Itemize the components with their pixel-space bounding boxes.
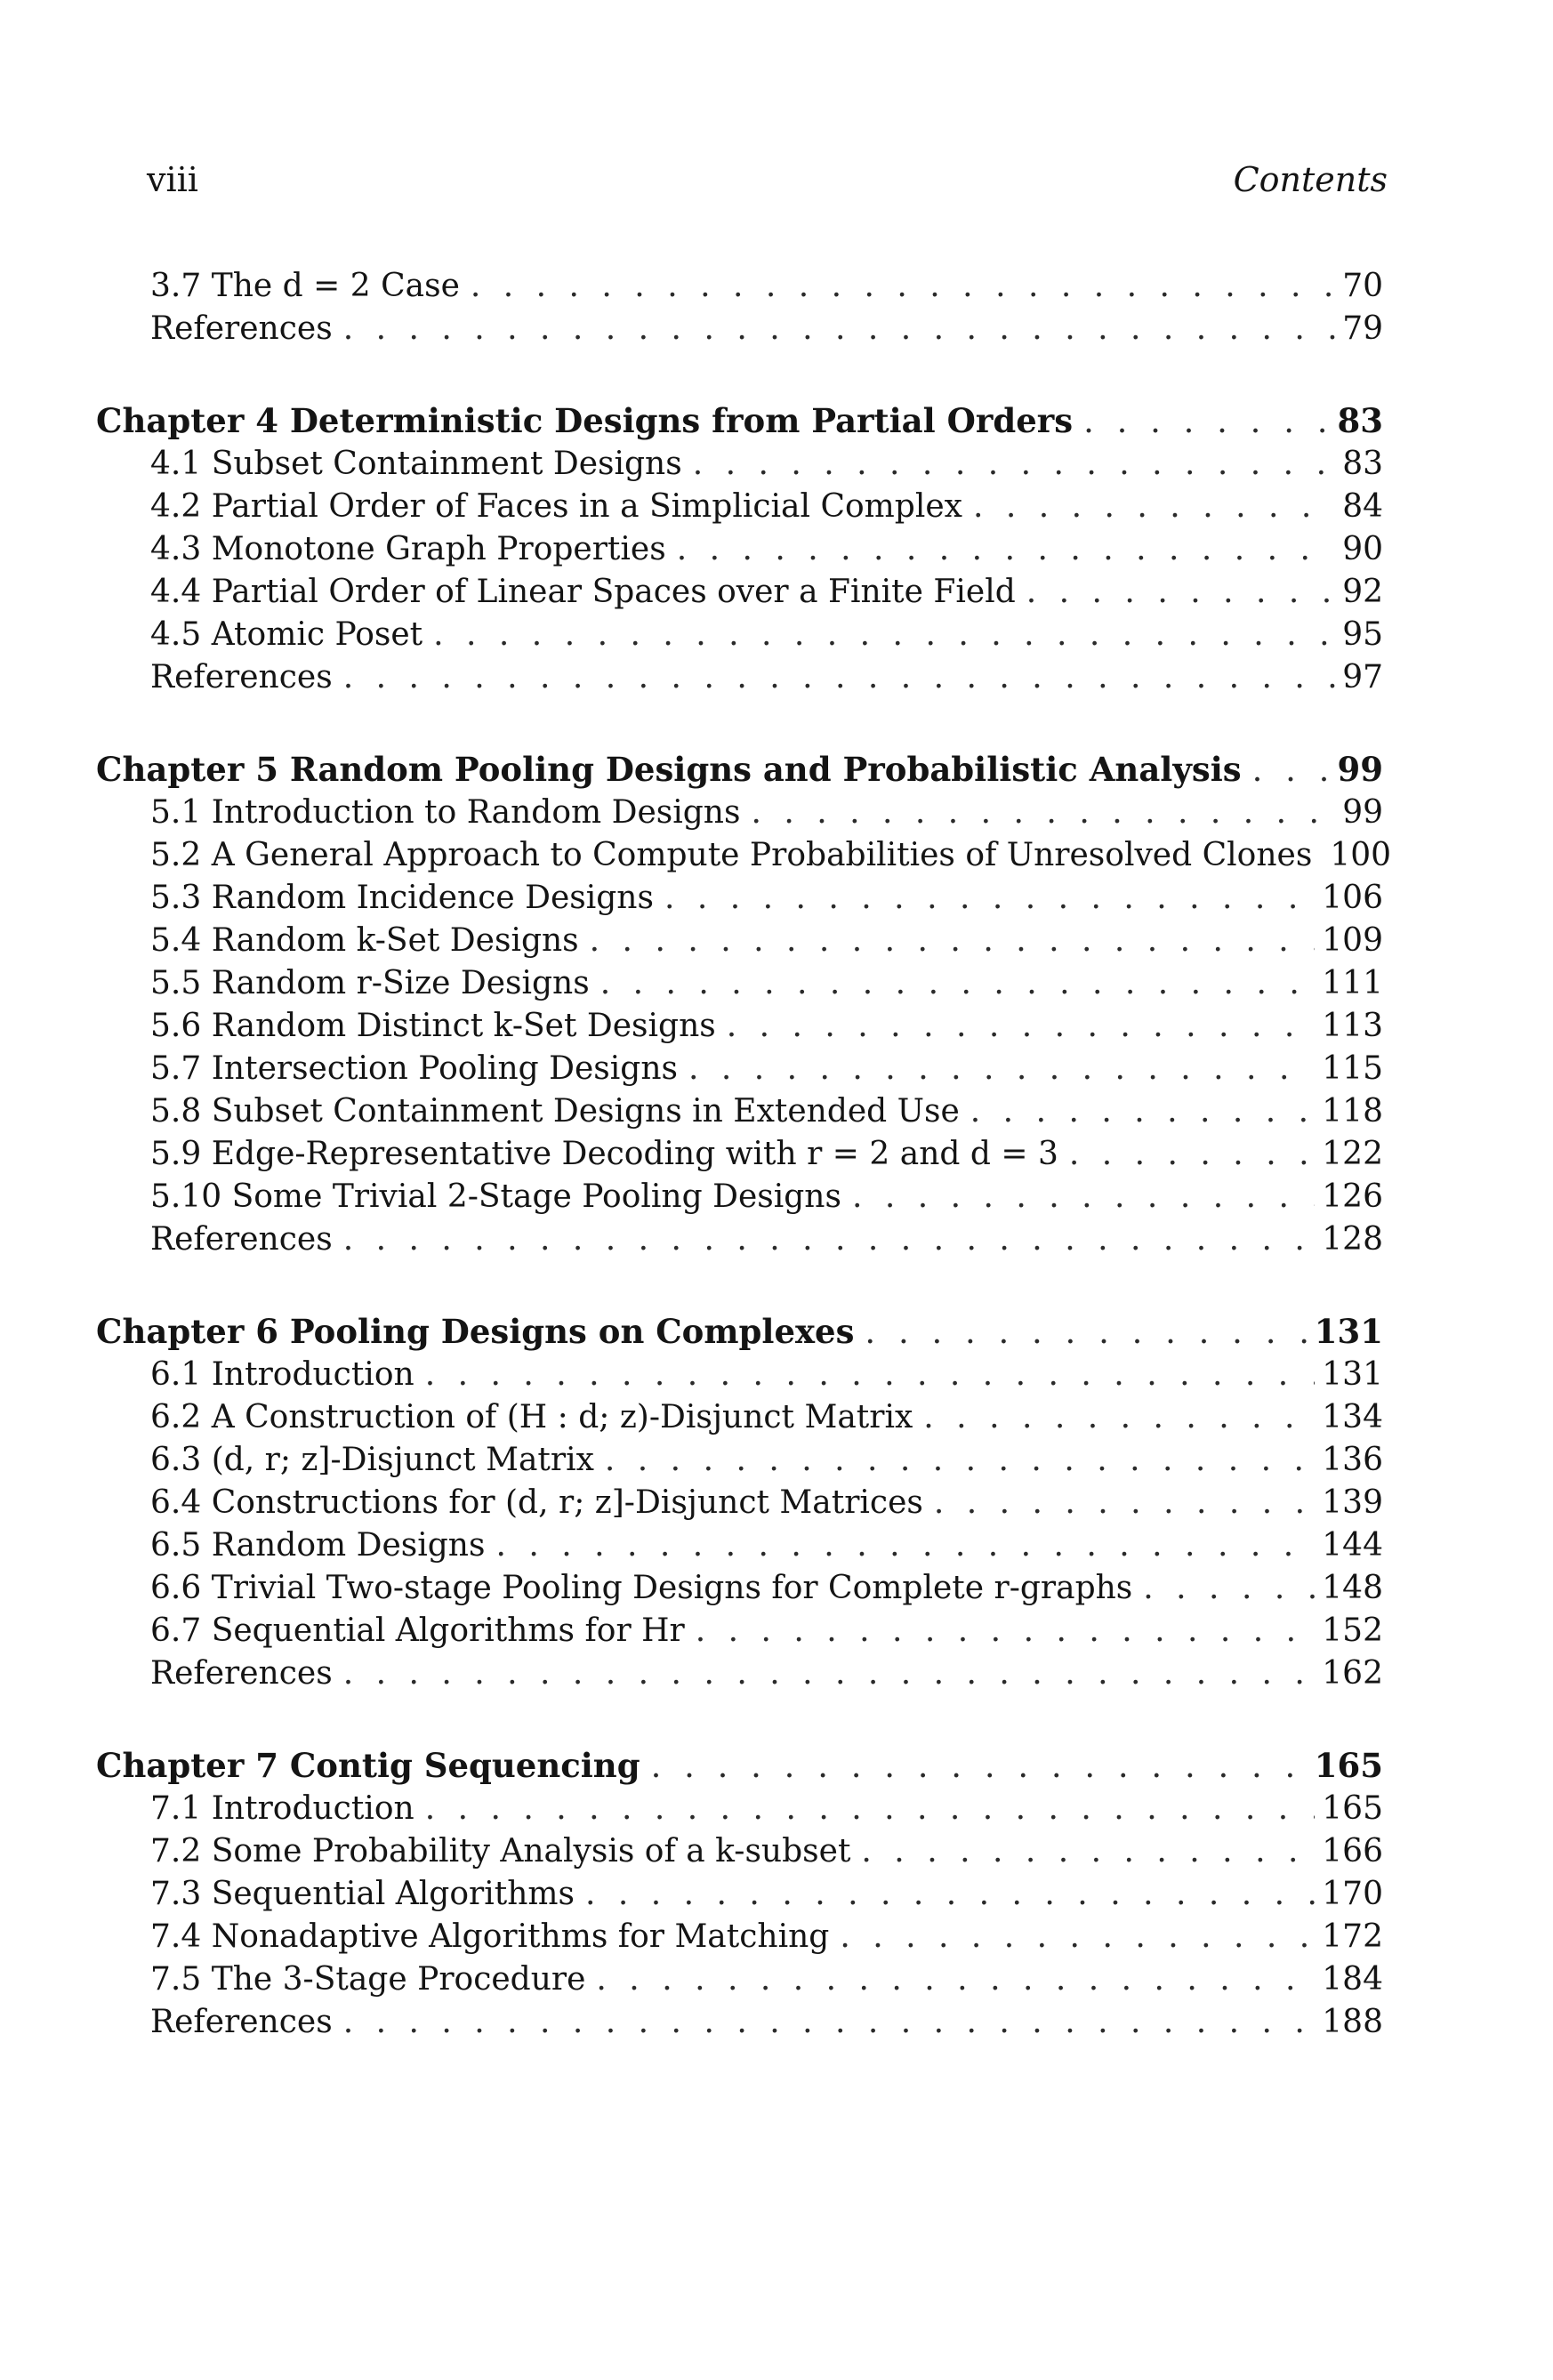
toc-entry-title: 4.1 Subset Containment Designs [150, 446, 682, 482]
dot-leader [343, 308, 1336, 350]
toc-entry-title: 5.9 Edge-Representative Decoding with r = 2 and d = 3 [150, 1136, 1058, 1172]
dot-leader [343, 2001, 1316, 2044]
toc-entry [96, 1567, 1383, 1610]
dot-leader [688, 1048, 1315, 1090]
toc-entry [96, 265, 1383, 308]
toc-entry [96, 1482, 1383, 1524]
dot-leader [1143, 1567, 1315, 1610]
chapter-page: 165 [1314, 1746, 1383, 1785]
toc-entry-title: 5.8 Subset Containment Designs in Extended Use [150, 1093, 960, 1130]
dot-leader [590, 920, 1316, 962]
page-number: viii [147, 160, 198, 199]
toc-entry-page: 90 [1342, 531, 1383, 567]
toc-entry-page: 109 [1322, 922, 1383, 959]
toc-entry-page: 106 [1322, 880, 1383, 916]
toc-entry-title: References [150, 2004, 333, 2040]
toc-entry-title: 7.5 The 3-Stage Procedure [150, 1961, 586, 1998]
toc-entry [96, 614, 1383, 656]
toc-entry-page: 144 [1322, 1527, 1383, 1564]
dot-leader [425, 1354, 1316, 1396]
toc-entry-page: 92 [1342, 574, 1383, 610]
toc-entry-title: 6.2 A Construction of (H : d; z)-Disjunct Matrix [150, 1399, 913, 1435]
toc-entry-page: 162 [1322, 1655, 1383, 1692]
toc-entry-page: 83 [1342, 446, 1383, 482]
chapter-page: 99 [1337, 750, 1383, 789]
toc-entry-title: 5.5 Random r-Size Designs [150, 965, 590, 1001]
toc-group-chapter-5 [96, 747, 1392, 1261]
dot-leader [1069, 1133, 1315, 1176]
toc-entry [96, 1873, 1383, 1916]
toc-entry [96, 1610, 1383, 1652]
toc-entry-page: 131 [1322, 1356, 1383, 1393]
dot-leader [727, 1005, 1316, 1048]
toc-entry [96, 486, 1383, 528]
dot-leader [651, 1744, 1308, 1789]
toc-entry-page: 79 [1342, 310, 1383, 347]
toc-entry-title: 7.4 Nonadaptive Algorithms for Matching [150, 1918, 830, 1955]
toc-entry [96, 1133, 1383, 1176]
dot-leader [840, 1916, 1315, 1958]
toc-entry-page: 113 [1322, 1008, 1383, 1044]
toc-entry-page: 148 [1322, 1570, 1383, 1606]
dot-leader [664, 877, 1315, 920]
toc-entry-page: 122 [1322, 1136, 1383, 1172]
toc-entry-page: 166 [1322, 1833, 1383, 1869]
toc-chapter-heading [96, 398, 1383, 443]
toc-entry [96, 656, 1383, 699]
toc-entry [96, 1176, 1383, 1218]
toc-entry-title: 5.4 Random k-Set Designs [150, 922, 579, 959]
toc-entry-title: 6.6 Trivial Two-stage Pooling Designs for Complete r-graphs [150, 1570, 1133, 1606]
toc-entry-page: 97 [1342, 659, 1383, 696]
dot-leader [585, 1873, 1315, 1916]
chapter-title: Chapter 5 Random Pooling Designs and Probabilistic Analysis [96, 750, 1242, 789]
toc-group-chapter-4 [96, 398, 1383, 699]
toc-entry-title: References [150, 1655, 333, 1692]
dot-leader [696, 1610, 1316, 1652]
running-head [147, 160, 1388, 199]
toc-entry [96, 308, 1383, 350]
toc-entry-page: 115 [1322, 1050, 1383, 1087]
toc-entry [96, 962, 1383, 1005]
toc-entry [96, 1958, 1383, 2001]
toc-entry-title: 4.4 Partial Order of Linear Spaces over a Finite Field [150, 574, 1016, 610]
dot-leader [343, 656, 1336, 699]
toc-chapter-heading [96, 1743, 1383, 1788]
toc-entry-title: 7.2 Some Probability Analysis of a k-subset [150, 1833, 851, 1869]
toc-entry-title: 5.6 Random Distinct k-Set Designs [150, 1008, 716, 1044]
toc-entry [96, 1439, 1383, 1482]
toc-entry-page: 165 [1322, 1790, 1383, 1827]
toc-entry [96, 1048, 1383, 1090]
toc-entry-title: 5.1 Introduction to Random Designs [150, 794, 741, 831]
toc-entry-page: 99 [1342, 794, 1383, 831]
toc-entry-page: 136 [1322, 1442, 1383, 1478]
dot-leader [596, 1958, 1315, 2001]
chapter-page: 131 [1314, 1312, 1383, 1351]
chapter-title: Chapter 4 Deterministic Designs from Partial Orders [96, 401, 1074, 440]
dot-leader [751, 792, 1335, 834]
toc-entry [96, 1396, 1383, 1439]
toc-entry-title: 4.5 Atomic Poset [150, 616, 423, 653]
dot-leader [861, 1830, 1315, 1873]
toc-entry-title: 5.3 Random Incidence Designs [150, 880, 654, 916]
toc-group-chapter-3-continued [96, 265, 1383, 350]
dot-leader [1083, 399, 1330, 444]
dot-leader [343, 1652, 1316, 1695]
dot-leader [605, 1439, 1315, 1482]
toc-entry [96, 1090, 1383, 1133]
dot-leader [923, 1396, 1315, 1439]
dot-leader [934, 1482, 1315, 1524]
toc-entry [96, 1916, 1383, 1958]
toc-entry-title: 7.3 Sequential Algorithms [150, 1876, 575, 1912]
chapter-page: 83 [1337, 401, 1383, 440]
toc-entry [96, 1005, 1383, 1048]
toc-entry [96, 1354, 1383, 1396]
toc-entry [96, 528, 1383, 571]
toc-entry [96, 2001, 1383, 2044]
dot-leader [1026, 571, 1335, 614]
dot-leader [600, 962, 1316, 1005]
toc-entry-title: 5.10 Some Trivial 2-Stage Pooling Designs [150, 1178, 841, 1215]
dot-leader [425, 1788, 1316, 1830]
chapter-title: Chapter 7 Contig Sequencing [96, 1746, 640, 1785]
toc-entry-page: 170 [1322, 1876, 1383, 1912]
dot-leader [693, 443, 1335, 486]
toc-entry-page: 70 [1342, 268, 1383, 304]
toc-entry-page: 118 [1322, 1093, 1383, 1130]
toc-entry [96, 1218, 1383, 1261]
toc-entry-page: 184 [1322, 1961, 1383, 1998]
toc-entry-title: 6.3 (d, r; z]-Disjunct Matrix [150, 1442, 594, 1478]
dot-leader [865, 1310, 1307, 1355]
toc-group-chapter-7 [96, 1743, 1383, 2044]
toc-entry-title: 5.7 Intersection Pooling Designs [150, 1050, 678, 1087]
running-title: Contents [1233, 160, 1388, 199]
toc-chapter-heading [96, 747, 1383, 792]
toc-entry-title: 6.4 Constructions for (d, r; z]-Disjunct Matrices [150, 1484, 923, 1521]
toc-entry-page: 111 [1322, 965, 1383, 1001]
toc-entry [96, 792, 1383, 834]
toc-entry-title: 4.3 Monotone Graph Properties [150, 531, 666, 567]
toc-entry-title: 5.2 A General Approach to Compute Probabilities of Unresolved Clones [150, 837, 1313, 873]
dot-leader [970, 1090, 1315, 1133]
toc-entry-page: 172 [1322, 1918, 1383, 1955]
toc-entry-page: 95 [1342, 616, 1383, 653]
toc-entry [96, 877, 1383, 920]
toc-entry-title: References [150, 310, 333, 347]
dot-leader [973, 486, 1335, 528]
toc-entry-page: 84 [1342, 488, 1383, 525]
toc-entry [96, 1652, 1383, 1695]
toc-entry-title: 7.1 Introduction [150, 1790, 414, 1827]
toc-entry-page: 152 [1322, 1612, 1383, 1649]
toc-entry-title: References [150, 659, 333, 696]
toc-entry [96, 1830, 1383, 1873]
toc-entry [96, 1788, 1383, 1830]
toc-entry-page: 126 [1322, 1178, 1383, 1215]
toc-entry-title: 3.7 The d = 2 Case [150, 268, 460, 304]
toc-entry [96, 443, 1383, 486]
dot-leader [471, 265, 1335, 308]
toc-entry-page: 188 [1322, 2004, 1383, 2040]
toc-entry-page: 139 [1322, 1484, 1383, 1521]
dot-leader [433, 614, 1335, 656]
toc-entry [96, 1524, 1383, 1567]
dot-leader [343, 1218, 1316, 1261]
dot-leader [852, 1176, 1315, 1218]
chapter-title: Chapter 6 Pooling Designs on Complexes [96, 1312, 855, 1351]
toc-entry-title: 6.7 Sequential Algorithms for Hr [150, 1612, 685, 1649]
toc-entry-page: 100 [1330, 837, 1392, 873]
toc-chapter-heading [96, 1309, 1383, 1354]
toc-entry [96, 920, 1383, 962]
dot-leader [495, 1524, 1315, 1567]
dot-leader [1252, 748, 1331, 792]
toc-entry-page: 134 [1322, 1399, 1383, 1435]
toc-entry [96, 571, 1383, 614]
dot-leader [677, 528, 1335, 571]
toc-entry-page: 128 [1322, 1221, 1383, 1258]
toc-entry-title: 4.2 Partial Order of Faces in a Simplicial Complex [150, 488, 962, 525]
toc-entry [96, 834, 1392, 877]
toc-group-chapter-6 [96, 1309, 1383, 1695]
toc-entry-title: References [150, 1221, 333, 1258]
table-of-contents [96, 265, 1392, 2092]
toc-entry-title: 6.5 Random Designs [150, 1527, 486, 1564]
toc-entry-title: 6.1 Introduction [150, 1356, 414, 1393]
